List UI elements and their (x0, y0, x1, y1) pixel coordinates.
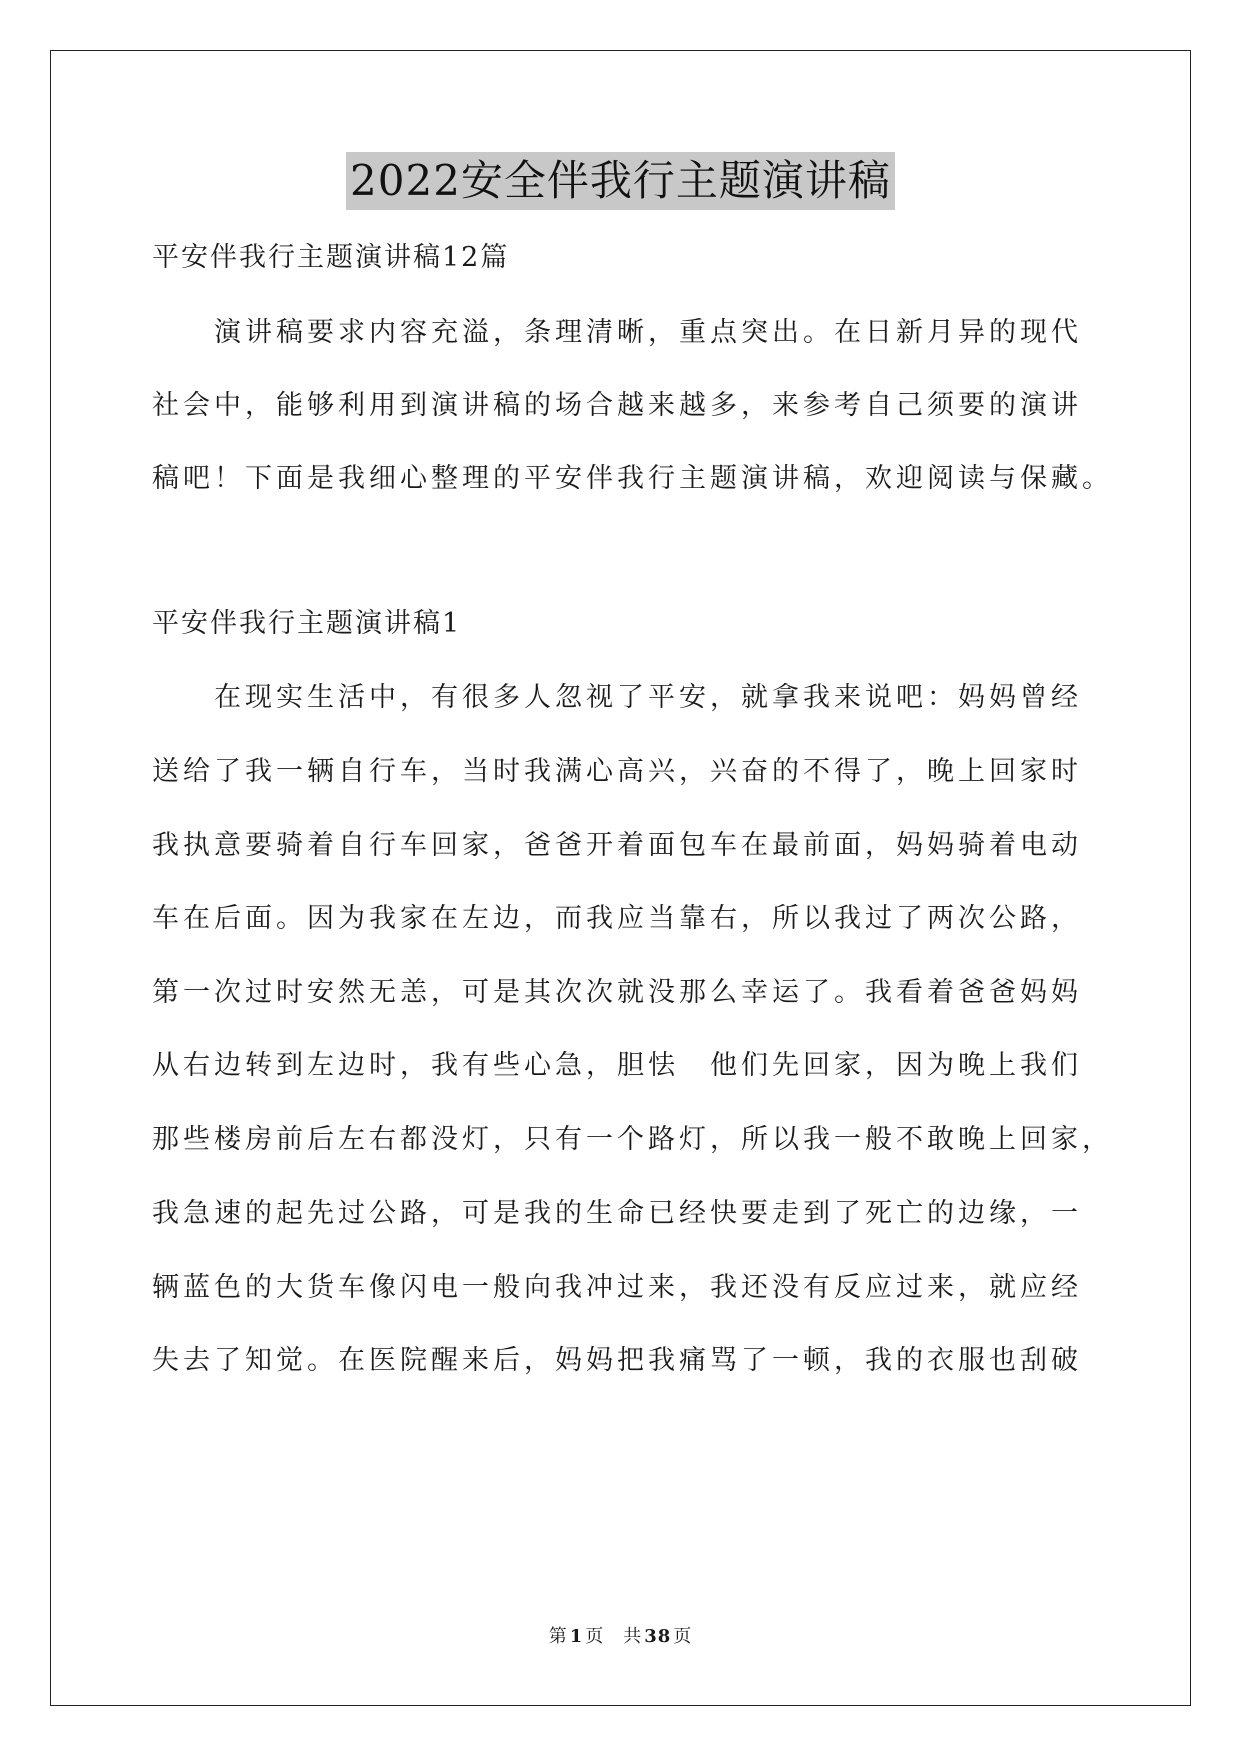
title-container (0, 152, 1241, 210)
intro-line-2: 社会中，能够利用到演讲稿的场合越来越多，来参考自己须要的演讲 (152, 390, 1082, 421)
body-line-7: 那些楼房前后左右都没灯，只有一个路灯，所以我一般不敢晚上回家， (152, 1124, 1113, 1155)
body-line-10: 失去了知觉。在医院醒来后，妈妈把我痛骂了一顿，我的衣服也刮破 (152, 1345, 1082, 1376)
footer-mid: 页 共 (585, 1626, 643, 1647)
page-footer (0, 1625, 1241, 1649)
footer-suffix: 页 (673, 1626, 693, 1647)
body-line-3: 我执意要骑着自行车回家，爸爸开着面包车在最前面，妈妈骑着电动 (152, 830, 1082, 861)
document-title: 2022安全伴我行主题演讲稿 (346, 152, 895, 210)
document-subtitle: 平安伴我行主题演讲稿12篇 (152, 242, 510, 273)
footer-page-number: 1 (569, 1626, 584, 1647)
body-line-1: 在现实生活中，有很多人忽视了平安，就拿我来说吧：妈妈曾经 (152, 682, 1082, 713)
section-heading: 平安伴我行主题演讲稿1 (152, 608, 462, 639)
footer-prefix: 第 (548, 1626, 568, 1647)
body-line-4: 车在后面。因为我家在左边，而我应当靠右，所以我过了两次公路， (152, 903, 1082, 934)
intro-line-1: 演讲稿要求内容充溢，条理清晰，重点突出。在日新月异的现代 (152, 317, 1082, 348)
body-line-5: 第一次过时安然无恙，可是其次次就没那么幸运了。我看着爸爸妈妈 (152, 977, 1082, 1008)
body-line-8: 我急速的起先过公路，可是我的生命已经快要走到了死亡的边缘，一 (152, 1198, 1082, 1229)
footer-total-pages: 38 (644, 1626, 672, 1647)
page-border (50, 50, 1191, 1706)
body-line-9: 辆蓝色的大货车像闪电一般向我冲过来，我还没有反应过来，就应经 (152, 1272, 1082, 1303)
body-line-2: 送给了我一辆自行车，当时我满心高兴，兴奋的不得了，晚上回家时 (152, 756, 1082, 787)
body-line-6: 从右边转到左边时，我有些心急，胆怯 他们先回家，因为晚上我们 (152, 1050, 1082, 1081)
intro-line-3: 稿吧！下面是我细心整理的平安伴我行主题演讲稿，欢迎阅读与保藏。 (152, 463, 1113, 494)
